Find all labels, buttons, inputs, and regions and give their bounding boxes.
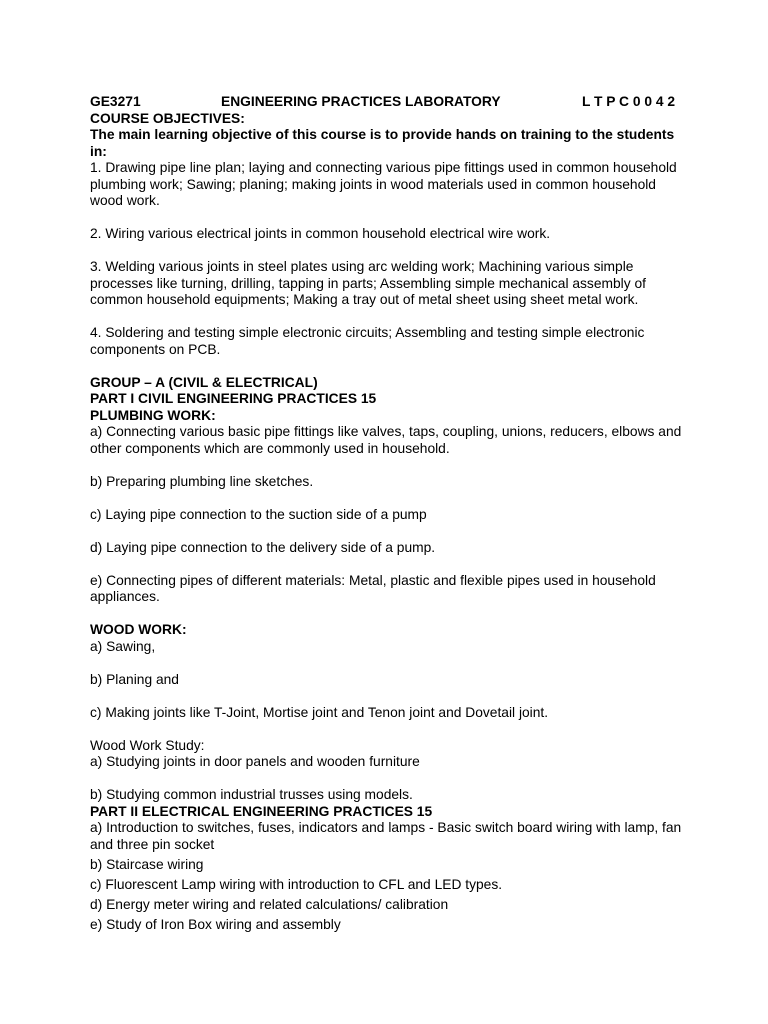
wood-study-item-a: a) Studying joints in door panels and wooden furniture — [90, 754, 420, 769]
objectives-heading: COURSE OBJECTIVES: — [90, 110, 245, 126]
plumbing-item-b: b) Preparing plumbing line sketches. — [90, 473, 314, 489]
wood-heading: WOOD WORK: — [90, 622, 187, 637]
electrical-item-a: a) Introduction to switches, fuses, indicators and lamps - Basic switch board wiring with lamp, fan and three pin socket — [90, 820, 682, 852]
objective-item-4: 4. Soldering and testing simple electronic circuits; Assembling and testing simple electronic components on PCB. — [90, 325, 645, 357]
wood-study-item-b: b) Studying common industrial trusses using models. — [90, 787, 413, 802]
part1-heading: PART I CIVIL ENGINEERING PRACTICES 15 — [90, 391, 377, 406]
plumbing-item-e: e) Connecting pipes of different materials: Metal, plastic and flexible pipes used in household appliances. — [90, 572, 656, 604]
objectives-intro: The main learning objective of this course is to provide hands on training to the students in: — [90, 127, 675, 159]
objective-item-2: 2. Wiring various electrical joints in common household electrical wire work. — [90, 226, 551, 241]
course-code: GE3271 — [90, 94, 141, 109]
part2-heading: PART II ELECTRICAL ENGINEERING PRACTICES 15 — [90, 803, 433, 819]
wood-item-b: b) Planing and — [90, 671, 179, 687]
electrical-item-e: e) Study of Iron Box wiring and assembly — [90, 916, 341, 932]
course-header — [90, 94, 690, 111]
plumbing-item-a: a) Connecting various basic pipe fittings like valves, taps, coupling, unions, reducers, elbows and other components which are commonly used in household. — [90, 424, 682, 456]
course-credits: L T P C 0 0 4 2 — [582, 94, 676, 109]
wood-item-c: c) Making joints like T-Joint, Mortise joint and Tenon joint and Dovetail joint. — [90, 704, 549, 720]
objective-item-3: 3. Welding various joints in steel plates using arc welding work; Machining various simple processes like turning, drilling, tapping in parts; Assembling simple mechanical assembly of common household equipments; Making a tray out of metal sheet using sheet metal work. — [90, 259, 646, 307]
wood-item-a: a) Sawing, — [90, 638, 156, 654]
objective-item-1: 1. Drawing pipe line plan; laying and connecting various pipe fittings used in common household plumbing work; Sawing; planing; making joints in wood materials used in common household wood work. — [90, 160, 677, 208]
plumbing-item-d: d) Laying pipe connection to the delivery side of a pump. — [90, 539, 436, 555]
electrical-item-c: c) Fluorescent Lamp wiring with introduction to CFL and LED types. — [90, 876, 503, 892]
plumbing-item-c: c) Laying pipe connection to the suction side of a pump — [90, 506, 427, 522]
electrical-item-d: d) Energy meter wiring and related calculations/ calibration — [90, 896, 449, 912]
wood-study-heading: Wood Work Study: — [90, 737, 205, 753]
document-page — [90, 94, 690, 933]
group-a-heading: GROUP – A (CIVIL & ELECTRICAL) — [90, 374, 318, 390]
course-title: ENGINEERING PRACTICES LABORATORY — [221, 94, 501, 109]
plumbing-heading: PLUMBING WORK: — [90, 407, 216, 423]
electrical-item-b: b) Staircase wiring — [90, 856, 204, 872]
